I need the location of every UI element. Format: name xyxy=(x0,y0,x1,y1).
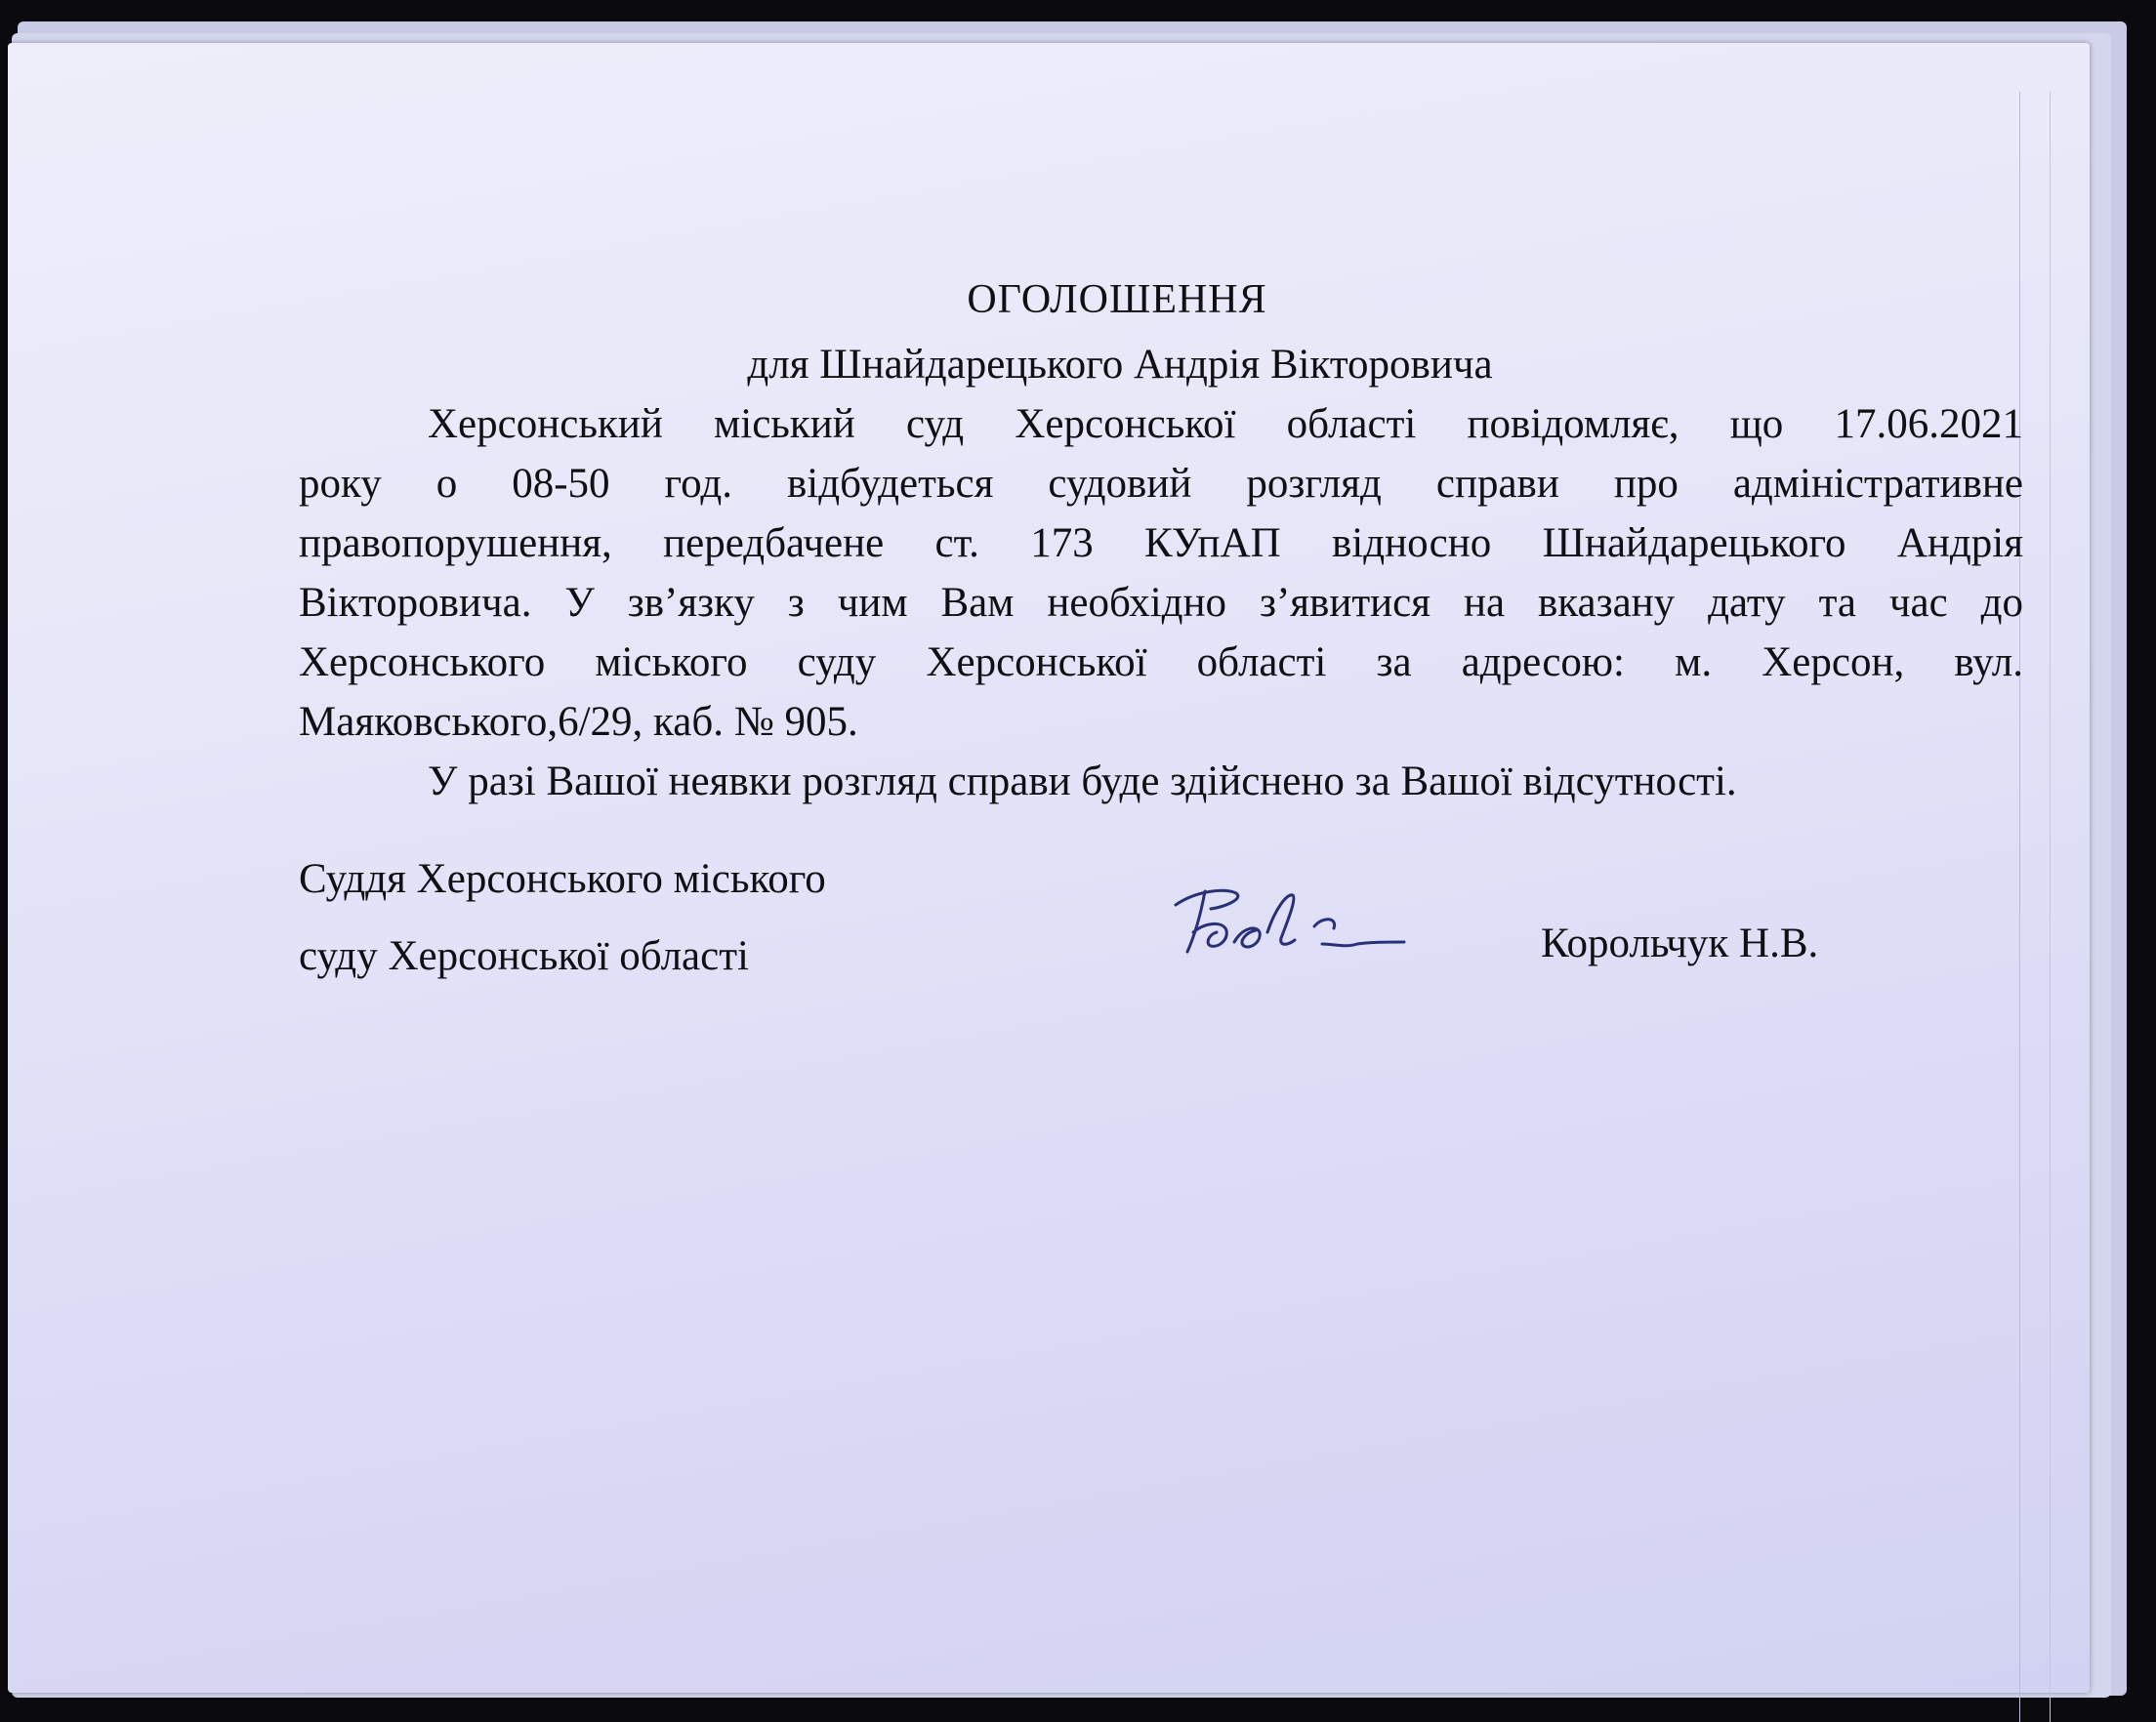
body-line: Вікторовича. У зв’язку з чим Вам необхідно з’явитися на вказану дату та час до xyxy=(299,580,2023,626)
body-line: правопорушення, передбачене ст. 173 КУпАП відносно Шнайдарецького Андрія xyxy=(299,520,2023,566)
handwritten-signature xyxy=(1166,874,1410,981)
body-line: Херсонського міського суду Херсонської області за адресою: м. Херсон, вул. xyxy=(299,639,2023,685)
judge-title xyxy=(299,849,826,986)
body-line: року о 08-50 год. відбудеться судовий розгляд справи про адміністративне xyxy=(299,461,2023,507)
addressee-line: для Шнайдарецького Андрія Вікторовича xyxy=(747,342,1493,388)
judge-title-line: Суддя Херсонського міського xyxy=(299,856,826,902)
document-title: ОГОЛОШЕННЯ xyxy=(967,277,1267,322)
judge-title-line: суду Херсонської області xyxy=(299,933,749,979)
paper-edges xyxy=(2019,92,2051,1722)
body-line: Маяковського,6/29, каб. № 905. xyxy=(299,699,858,745)
notice-body xyxy=(299,394,2023,811)
body-line: Херсонський міський суд Херсонської області повідомляє, що 17.06.2021 xyxy=(428,401,2023,447)
absence-notice: У разі Вашої неявки розгляд справи буде здійснено за Вашої відсутності. xyxy=(428,758,1737,804)
judge-name: Корольчук Н.В. xyxy=(1541,921,1819,966)
